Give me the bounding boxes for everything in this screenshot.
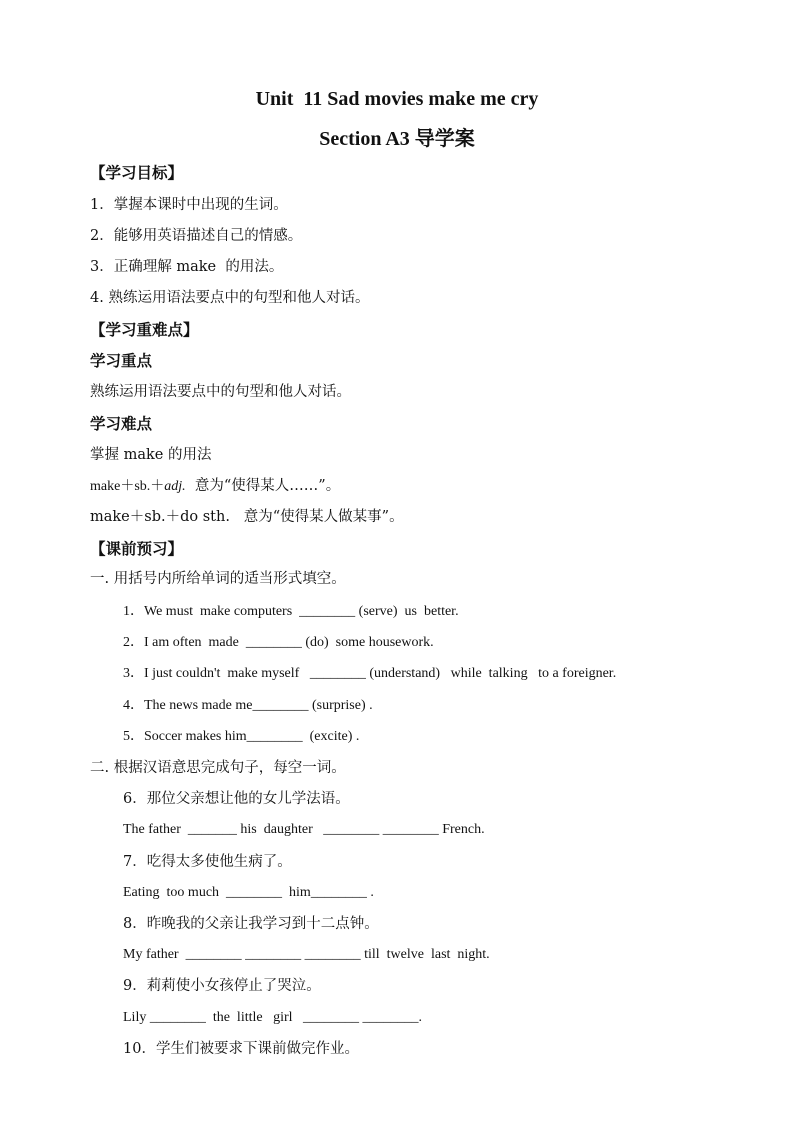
preview-heading: 【课前预习】 <box>90 539 184 558</box>
focus-text: 熟练运用语法要点中的句型和他人对话。 <box>90 384 351 400</box>
difficulty-text: 掌握 make 的用法 <box>90 447 212 463</box>
fill-blank-item: 2．I am often made ________ (do) some housework. <box>123 635 434 650</box>
make-rule-adj-prefix: make＋sb.＋ <box>90 479 165 494</box>
part2-instruction: 二. 根据汉语意思完成句子，每空一词。 <box>90 760 346 776</box>
translation-prompt: 6．那位父亲想让他的女儿学法语。 <box>123 791 350 807</box>
translation-prompt: 10．学生们被要求下课前做完作业。 <box>123 1041 359 1057</box>
focus-label: 学习重点 <box>90 351 153 370</box>
keypoints-heading: 【学习重难点】 <box>90 320 199 339</box>
make-rule-adj-meaning: 意为“使得某人……”。 <box>185 478 341 494</box>
fill-blank-item: 3．I just couldn't make myself ________ (understand) while talking to a foreigner. <box>123 666 617 681</box>
translation-prompt: 8．昨晚我的父亲让我学习到十二点钟。 <box>123 916 379 932</box>
make-rule-do: make＋sb.＋do sth. 意为“使得某人做某事”。 <box>90 509 404 525</box>
translation-answer-line: My father ________ ________ ________ till twelve last night. <box>123 947 490 962</box>
goal-item: 4. 熟练运用语法要点中的句型和他人对话。 <box>90 290 370 306</box>
fill-blank-item: 5．Soccer makes him________ (excite) . <box>123 729 360 744</box>
make-rule-adj-term: adj. <box>164 479 186 494</box>
page-title: Unit 11 Sad movies make me cry <box>255 88 539 110</box>
translation-answer-line: Lily ________ the little girl ________ ________. <box>123 1010 423 1025</box>
difficulty-label: 学习难点 <box>90 414 153 433</box>
make-rule-adj <box>90 479 340 494</box>
goal-item: 1．掌握本课时中出现的生词。 <box>90 197 288 213</box>
translation-prompt: 9．莉莉使小女孩停止了哭泣。 <box>123 978 321 994</box>
translation-answer-line: Eating too much ________ him________ . <box>123 885 374 900</box>
goal-item: 3．正确理解 make 的用法。 <box>90 259 284 275</box>
goal-item: 2．能够用英语描述自己的情感。 <box>90 228 303 244</box>
goals-heading: 【学习目标】 <box>90 163 184 182</box>
fill-blank-item: 4．The news made me________ (surprise) . <box>123 698 373 713</box>
translation-answer-line: The father _______ his daughter ________ ________ French. <box>123 822 485 837</box>
page-subtitle: Section A3 导学案 <box>319 128 475 150</box>
part1-instruction: 一. 用括号内所给单词的适当形式填空。 <box>90 571 346 587</box>
fill-blank-item: 1．We must make computers ________ (serve) us better. <box>123 604 459 619</box>
translation-prompt: 7．吃得太多使他生病了。 <box>123 854 292 870</box>
